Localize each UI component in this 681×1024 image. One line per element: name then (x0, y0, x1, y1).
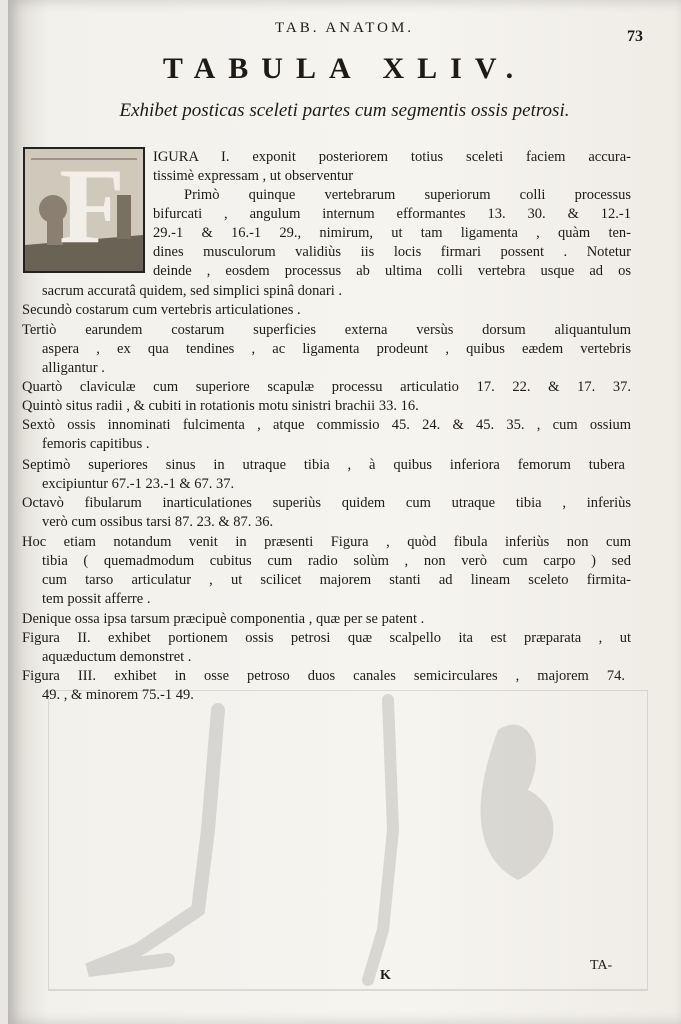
running-head: TAB. ANATOM. (274, 20, 415, 36)
text-line: 49. , & minorem 75.-1 49. (42, 687, 194, 703)
text-line: tibia ( quemadmodum cubitus cum radio solùm , non verò cum carpo ) sed (42, 553, 631, 569)
text-line: Sextò ossis innominati fulcimenta , atque commissio 45. 24. & 45. 35. , cum ossium (22, 417, 631, 433)
signature-mark: K (380, 968, 391, 983)
text-line: Figura III. exhibet in osse petroso duos canales semicirculares , majorem 74. (22, 668, 625, 684)
text-line: sacrum accuratâ quidem, sed simplici spinâ donari . (42, 283, 342, 299)
text-line: 29.-1 & 16.-1 29., nimirum, ut tam ligamenta , quàm ten- (153, 225, 631, 241)
text-line: femoris capitibus . (42, 436, 150, 452)
text-line: verò cum ossibus tarsi 87. 23. & 87. 36. (42, 514, 274, 530)
text-line: Primò quinque vertebrarum superiorum colli processus (184, 187, 631, 203)
text-line: tem possit afferre . (42, 591, 151, 607)
text-line: Quintò situs radii , & cubiti in rotationis motu sinistri brachii 33. 16. (22, 398, 419, 414)
text-line: aspera , ex qua tendines , ac ligamenta prodeunt , quibus eædem vertebris (42, 341, 631, 357)
text-line: Septimò superiores sinus in utraque tibia , à quibus inferiora femorum tubera (22, 457, 625, 473)
show-through-illustration (48, 690, 648, 1000)
text-line: Hoc etiam notandum venit in præsenti Figura , quòd fibula inferiùs non cum (22, 534, 631, 550)
decorated-initial (23, 147, 145, 273)
book-page (8, 0, 681, 1024)
drop-cap-letter: F (59, 147, 125, 266)
text-line: Tertiò earundem costarum superficies externa versùs dorsum aliquantulum (22, 322, 631, 338)
text-line: Denique ossa ipsa tarsum præcipuè componentia , quæ per se patent . (22, 611, 425, 627)
text-line: cum tarso articulatur , ut scilicet majorem stanti ad lineam sceleto firmita- (42, 572, 631, 588)
text-line: Secundò costarum cum vertebris articulationes . (22, 302, 301, 318)
text-line: tissimè expressam , ut observentur (153, 168, 354, 184)
catchword: TA- (590, 958, 613, 973)
text-line: Figura II. exhibet portionem ossis petrosi quæ scalpello ita est præparata , ut (22, 630, 631, 646)
text-line: IGURA I. exponit posteriorem totius sceleti faciem accura- (153, 149, 631, 165)
page-number: 73 (627, 28, 643, 45)
plate-title: TABULA XLIV. (162, 52, 527, 85)
text-line: Octavò fibularum inarticulationes superiùs quidem cum utraque tibia , inferiùs (22, 495, 631, 511)
text-line: excipiuntur 67.-1 23.-1 & 67. 37. (42, 476, 235, 492)
text-line: aquæductum demonstret . (42, 649, 192, 665)
text-line: alligantur . (42, 360, 105, 376)
text-line: deinde , eosdem processus ab ultima colli vertebra usque ad os (153, 263, 631, 279)
plate-subtitle: Exhibet posticas sceleti partes cum segmentis ossis petrosi. (119, 100, 570, 121)
text-line: bifurcati , angulum internum efformantes 13. 30. & 12.-1 (153, 206, 631, 222)
text-line: Quartò claviculæ cum superiore scapulæ processu articulatio 17. 22. & 17. 37. (22, 379, 631, 395)
text-line: dines musculorum validiùs iis locis firmari possent . Notetur (153, 244, 631, 260)
